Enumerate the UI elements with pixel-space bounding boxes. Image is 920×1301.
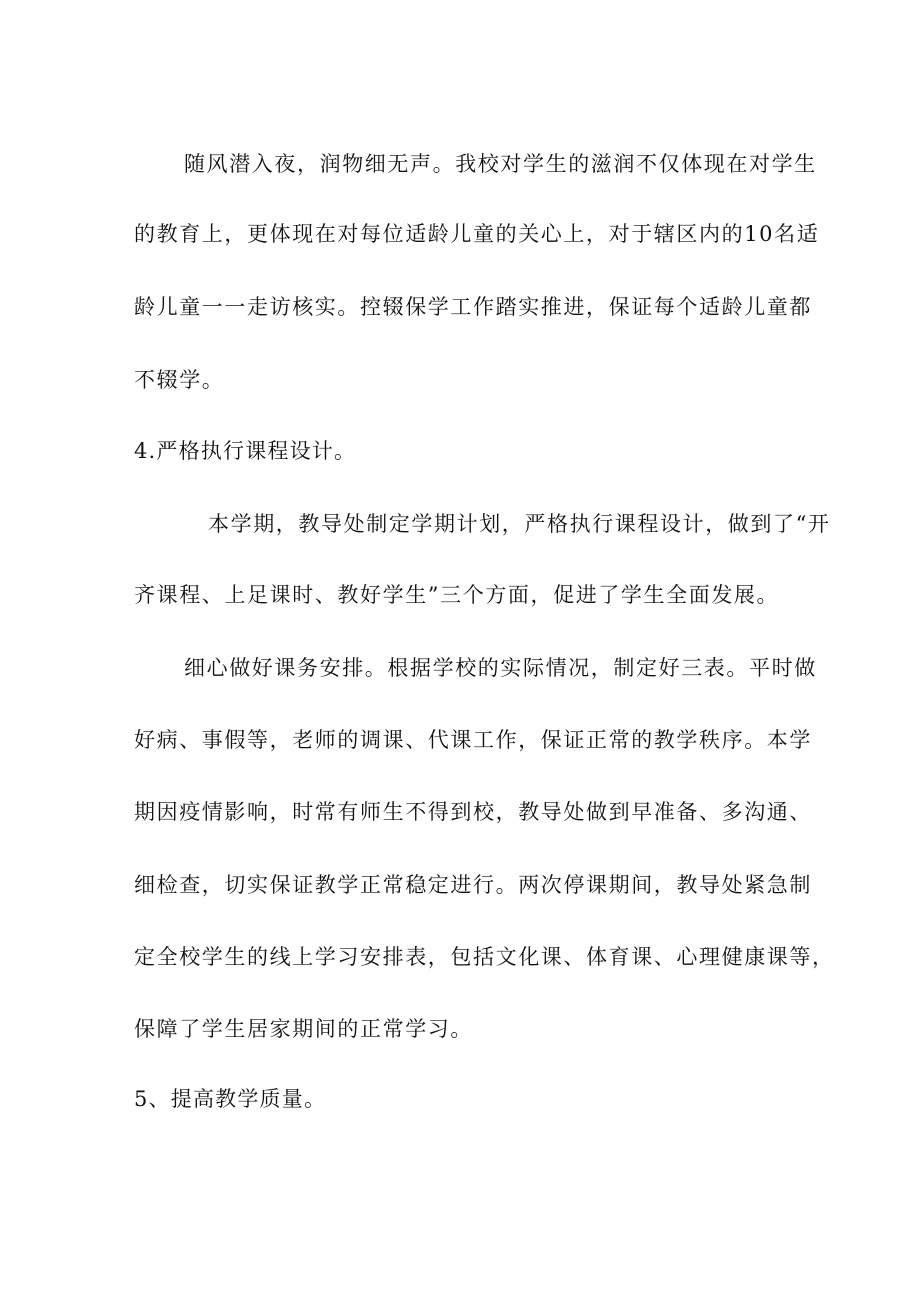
paragraph-3-line-6: 保障了学生居家期间的正常学习。 — [134, 1017, 473, 1041]
paragraph-1-line-4: 不辍学。 — [134, 368, 225, 392]
paragraph-3-line-1: 细心做好课务安排。根据学校的实际情况，制定好三表。平时做 — [184, 656, 817, 680]
paragraph-3-line-5: 定全校学生的线上学习安排表，包括文化课、体育课、心理健康课等， — [134, 945, 835, 969]
paragraph-2-line-2: 齐课程、上足课时、教好学生”三个方面，促进了学生全面发展。 — [134, 583, 780, 607]
section-heading-4: 4.严格执行课程设计。 — [134, 439, 357, 463]
paragraph-3-line-2: 好病、事假等，老师的调课、代课工作，保证正常的教学秩序。本学 — [134, 728, 812, 752]
paragraph-3-line-4: 细检查，切实保证教学正常稳定进行。两次停课期间，教导处紧急制 — [134, 873, 812, 897]
paragraph-1-line-3: 龄儿童一一走访核实。控辍保学工作踏实推进，保证每个适龄儿童都 — [134, 295, 812, 319]
paragraph-1-line-2: 的教育上，更体现在对每位适龄儿童的关心上，对于辖区内的10名适 — [134, 222, 820, 246]
paragraph-2-line-1: 本学期，教导处制定学期计划，严格执行课程设计，做到了“开 — [208, 512, 831, 536]
paragraph-3-line-3: 期因疫情影响，时常有师生不得到校，教导处做到早准备、多沟通、 — [134, 800, 812, 824]
paragraph-1-line-1: 随风潜入夜，润物细无声。我校对学生的滋润不仅体现在对学生 — [184, 152, 817, 176]
section-heading-5: 5、提高教学质量。 — [134, 1087, 327, 1111]
